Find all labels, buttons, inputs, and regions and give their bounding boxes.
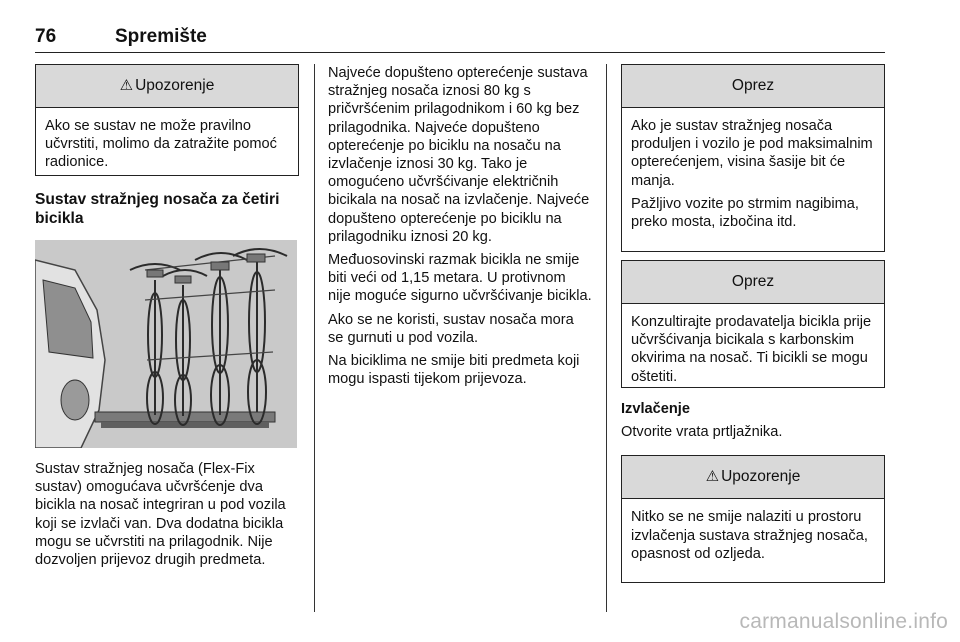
warning-box-2 — [621, 455, 885, 583]
column-left — [35, 64, 299, 574]
warning-body-2 — [622, 499, 884, 571]
warning-title: Upozorenje — [135, 76, 215, 94]
caution-text-1a: Ako je sustav stražnjeg nosača produljen i vozilo je pod maksimalnim opterećenjem, visina šasije bit će manja. — [631, 118, 873, 189]
caution-title-2: Oprez — [731, 272, 775, 290]
page-header — [35, 22, 885, 53]
warning-title-2: Upozorenje — [721, 468, 801, 486]
warning-header-2 — [622, 456, 884, 499]
caution-box-2 — [621, 260, 885, 388]
section-body: Sustav stražnjeg nosača (Flex-Fix sustav) omogućava učvršćenje dva bicikla na nosač integriran u pod vozila koji se izvlači van. Dva dodatna bicikla mogu se učvrstiti na prilagodnik. Nije dozvoljen prijevoz drugih predmeta. — [35, 461, 286, 569]
column-divider-2 — [606, 64, 607, 612]
caution-body-1 — [622, 108, 884, 239]
warning-text-2: Nitko se ne smije nalaziti u prostoru izvlačenja sustava stražnjeg nosača, opasnost od ozljeda. — [631, 509, 868, 562]
column-divider-1 — [314, 64, 315, 612]
caution-header-2 — [622, 261, 884, 304]
paragraph-loose-items: Na biciklima ne smije biti predmeta koji mogu ispasti tijekom prijevoza. — [328, 353, 580, 388]
caution-text-1b: Pažljivo vozite po strmim nagibima, preko mosta, izbočina itd. — [631, 195, 859, 231]
page-number: 76 — [35, 26, 57, 47]
caution-body-2 — [622, 304, 884, 394]
section-title: Sustav stražnjeg nosača za četiri bicikla — [35, 191, 280, 227]
paragraph-load-limits: Najveće dopušteno opterećenje sustava stražnjeg nosača iznosi 80 kg s pričvršćenim prilagodnikom i 60 kg bez prilagodnika. Najveće dopušteno opterećenje po biciklu na nosaču na izvlačenje iznosi 30 kg. Tako je omogućeno učvršćivanje električnih bicikala na nosač na izvlačenje. Najveće dopušteno opterećenje po biciklu na prilagodniku iznosi 20 kg. — [328, 65, 590, 245]
chapter-title: Spremište — [115, 26, 207, 47]
caution-box-1 — [621, 64, 885, 252]
subheading-text: Otvorite vrata prtljažnika. — [621, 424, 783, 441]
warning-box — [35, 64, 299, 176]
column-right — [621, 64, 885, 583]
column-middle — [328, 64, 592, 393]
caution-title-1: Oprez — [731, 76, 775, 94]
warning-text: Ako se sustav ne može pravilno učvrstiti, molimo da zatražite pomoć radionice. — [45, 118, 277, 171]
warning-body — [36, 108, 298, 180]
caution-header-1 — [622, 65, 884, 108]
warning-header — [36, 65, 298, 108]
paragraph-storage: Ako se ne koristi, sustav nosača mora se gurnuti u pod vozila. — [328, 311, 574, 346]
subheading-extension: Izvlačenje — [621, 401, 690, 417]
warning-triangle-icon: ⚠ — [119, 76, 134, 94]
bike-carrier-illustration — [35, 240, 297, 448]
caution-text-2: Konzultirajte prodavatelja bicikla prije učvršćivanja bicikala s karbonskim okvirima na nosač. Ti bicikli se mogu oštetiti. — [631, 314, 872, 385]
watermark: carmanualsonline.info — [739, 610, 948, 633]
warning-triangle-icon: ⚠ — [705, 468, 720, 486]
paragraph-wheelbase: Međuosovinski razmak bicikla ne smije biti veći od 1,15 metara. U protivnom nije moguće sigurno učvršćivanje bicikla. — [328, 252, 592, 305]
